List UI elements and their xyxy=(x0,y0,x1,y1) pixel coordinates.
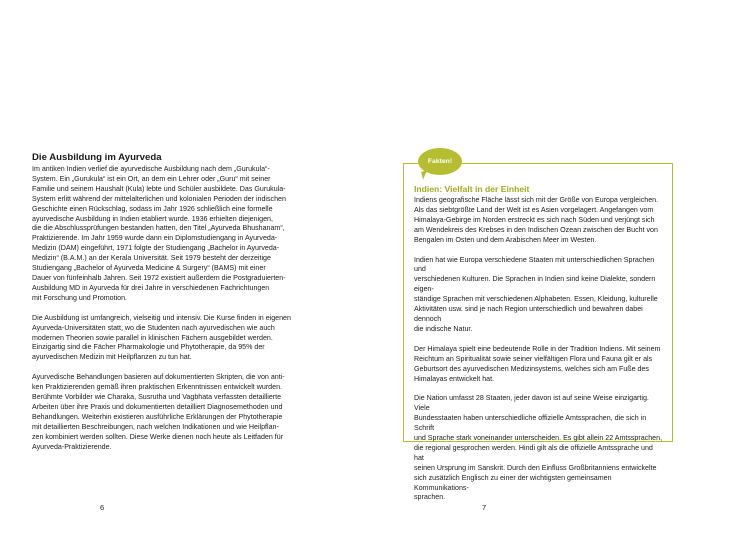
article-heading: Die Ausbildung im Ayurveda xyxy=(32,152,162,163)
facts-box xyxy=(403,158,673,502)
facts-paragraph-3: Der Himalaya spielt eine bedeutende Rolle in der Tradition Indiens. Mit seinem Reichtum an Spiritualität sowie seiner vielfältigen Flora und Fauna gilt er als Geburtsort des ayurvedischen Medizinsystems, welches sich am Fuße des Himalayas entwickelt hat. xyxy=(414,344,661,383)
article-paragraph-2: Die Ausbildung ist umfangreich, vielseitig und intensiv. Die Kurse finden in eigenen Ayurveda-Universitäten statt, wo die Studenten nach ayurvedischen wie auch modernen Theorien sowie parallel in klinischen Fächern ausgebildet werden. Einzigartig sind die Fächer Pharmakologie und Phytotherapie, da 95% der ayurvedischen Medizin mit Heilpflanzen zu tun hat. xyxy=(32,313,291,362)
paragraph-gap xyxy=(414,246,664,256)
paragraph-gap xyxy=(414,335,664,345)
paragraph-gap xyxy=(32,363,300,373)
facts-heading: Indien: Vielfalt in der Einheit xyxy=(414,184,530,194)
paragraph-gap xyxy=(32,304,300,314)
facts-paragraph-4: Die Nation umfasst 28 Staaten, jeder davon ist auf seine Weise einzigartig. Viele Bundesstaaten haben unterschiedliche offizielle Amtssprachen, die sich in Schrift und Sprache stark voneinander unterscheiden. Es gibt allein 22 Amtssprachen, die regional gesprochen werden. Hindi gilt als die offizielle Amtssprache und hat seinen Ursprung im Sanskrit. Durch den Einfluss Großbritanniens entwickelte sich zusätzlich Englisch zu einer der wichtigsten gemeinsamen Kommunikations- sprachen. xyxy=(414,394,663,502)
page-number-left: 6 xyxy=(100,503,105,512)
facts-speech-bubble-badge: Fakten! xyxy=(418,148,462,175)
left-page-article xyxy=(32,152,300,452)
facts-paragraph-2: Indien hat wie Europa verschiedene Staaten mit unterschiedlichen Sprachen und verschiedenen Kulturen. Die Sprachen in Indien sind keine Dialekte, sondern eigen- ständige Sprachen mit verschiedenen Alphabeten. Essen, Kleidung, kulturelle Aktivitäten usw. sind je nach Region unterschiedlich und bewahren dabei dennoch die indische Natur. xyxy=(414,255,658,333)
paragraph-gap xyxy=(414,384,664,394)
article-paragraph-1: Im antiken Indien verlief die ayurvedische Ausbildung nach dem „Gurukula“- System. Ein „Gurukula“ ist ein Ort, an dem ein Lehrer oder „Guru“ mit seiner Familie und seinem Haushalt (Kula) lebte und Schüler ausbildete. Das Gurukula- System erlitt während der mittelalterlichen und kolonialen Perioden der indischen Geschichte einen Rückschlag, sodass im Jahr 1926 schließlich eine formelle ayurvedische Ausbildung in Indien etabliert wurde. 1936 erhielten diejenigen, die die Abschlussprüfungen bestanden hatten, den Titel „Ayurveda Bhushanam“, Praktizierende. Im Jahr 1959 wurde dann ein Diplomstudiengang in Ayurveda- Medizin (DAM) eingeführt, 1971 folgte der Studiengang „Bachelor in Ayurveda- Medizin“ (B.A.M.) an der Kerala Universität. Seit 1979 besteht der derzeitige Studiengang „Bachelor of Ayurveda Medicine & Surgery“ (BAMS) mit einer Dauer von fünfeinhalb Jahren. Seit 1972 existiert außerdem die Postgraduierten- Ausbildung MD in Ayurveda für drei Jahre in verschiedenen Fachrichtungen mit Forschung und Promotion. xyxy=(32,165,286,302)
facts-paragraph-1: Indiens geografische Fläche lässt sich mit der Größe von Europa vergleichen. Als das siebtgrößte Land der Welt ist es Asien vorgelagert. Angefangen vom Himalaya-Gebirge im Norden erstreckt es sich nach Süden und verjüngt sich am Wendekreis des Krebses in den Indischen Ozean zwischen der Bucht von Bengalen im Osten und dem Arabischen Meer im Westen. xyxy=(414,196,659,244)
article-paragraph-3: Ayurvedische Behandlungen basieren auf dokumentierten Skripten, die von anti- ken Praktizierenden gemäß ihren praktischen Erkenntnissen entwickelt wurden. Berühmte Vorbilder wie Charaka, Susrutha und Vagbhata verfassten detaillierte Arbeiten über ihre Praxis und dokumentierten detailliert Diagnosemethoden und Behandlungen. Weiterhin existieren ausführliche Erklärungen der Phytotherapie mit detaillierten Beschreibungen, nach welchen Indikationen und wie Heilpflan- zen kombiniert werden sollten. Diese Werke dienen noch heute als Leitfaden für Ayurveda-Praktizierende. xyxy=(32,373,285,451)
page-number-right: 7 xyxy=(482,503,487,512)
